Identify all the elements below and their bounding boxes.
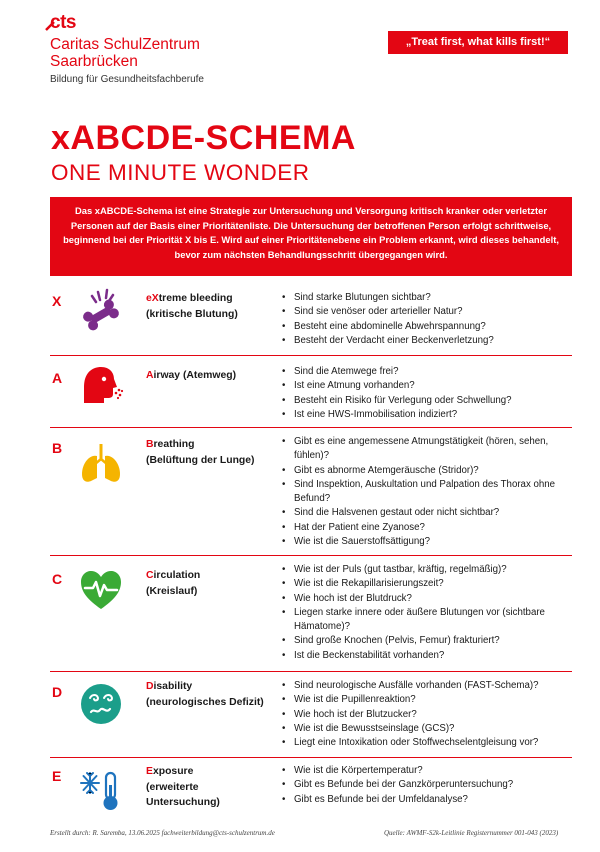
question-item: • Wie ist der Puls (gut tastbar, kräftig, regelmäßig)? [281,563,573,577]
question-item: • Sind sie venöser oder arterieller Natur? [281,305,573,319]
question-list [281,563,573,663]
question-item: • Gibt es Befunde bei der Ganzkörperuntersuchung? [281,778,573,792]
motto-badge: „Treat first, what kills first!“ [388,31,568,54]
question-item: • Wie hoch ist der Blutzucker? [281,708,573,722]
question-item: • Sind die Halsvenen gestaut oder nicht sichtbar? [281,506,573,520]
question-item: • Ist eine HWS-Immobilisation indiziert? [281,408,573,422]
question-item: • Sind Inspektion, Auskultation und Palpation des Thorax ohne Befund? [281,478,573,507]
row-label: eXtreme bleeding (kritische Blutung) [146,293,238,320]
question-item: • Ist die Beckenstabilität vorhanden? [281,649,573,663]
question-item: • Gibt es Befunde bei der Umfeldanalyse? [281,793,573,807]
row-letter: A [52,370,63,386]
row-label: Airway (Atemweg) [146,370,237,381]
row-label: Disability (neurologisches Defizit) [146,681,264,708]
intro-box: Das xABCDE-Schema ist eine Strategie zur Untersuchung und Versorgung kritisch kranker oder verletzter Personen auf der Basis einer Prioritätenliste. Die Untersuchung der betroffenen Person erfolgt schrittweise, beginnend bei der Priorität X bis E. Wird auf einer Prioritätenebene ein Problem erkannt, wird dieses behandelt, bevor zum nächsten Behandlungsschritt übergegangen wird. [50,197,572,276]
question-item: • Wie ist die Körpertemperatur? [281,764,573,778]
lungs-icon [78,441,124,487]
question-item: • Besteht der Verdacht einer Beckenverletzung? [281,334,573,348]
question-list [281,291,573,348]
question-list [281,764,573,807]
page-subtitle: ONE MINUTE WONDER [51,160,310,185]
row-label: Breathing (Belüftung der Lunge) [146,439,255,466]
row-letter: X [52,293,62,309]
question-item: • Liegen starke innere oder äußere Blutungen vor (sichtbare Hämatome)? [281,606,573,635]
question-list [281,435,573,549]
logo-tagline: Bildung für Gesundheitsfachberufe [50,74,204,85]
question-item: • Gibt es abnorme Atemgeräusche (Stridor)? [281,464,573,478]
question-item: • Sind neurologische Ausfälle vorhanden (FAST-Schema)? [281,679,573,693]
schema-row-e [50,759,572,817]
row-letter: C [52,571,63,587]
question-item: • Sind starke Blutungen sichtbar? [281,291,573,305]
question-item: • Ist eine Atmung vorhanden? [281,379,573,393]
logo-brand: cts [50,12,76,33]
question-item: • Liegt eine Intoxikation oder Stoffwechselentgleisung vor? [281,736,573,750]
question-item: • Sind die Atemwege frei? [281,365,573,379]
thermometer-snowflake-icon [78,767,124,813]
row-letter: E [52,768,62,784]
question-item: • Wie hoch ist der Blutdruck? [281,592,573,606]
schema-row-c [50,557,572,672]
row-letter: D [52,684,63,700]
question-item: • Hat der Patient eine Zyanose? [281,521,573,535]
question-list [281,365,573,422]
question-item: • Wie ist die Pupillenreaktion? [281,693,573,707]
question-item: • Wie ist die Bewusstseinslage (GCS)? [281,722,573,736]
row-label: Exposure (erweiterte Untersuchung) [146,766,220,808]
question-item: • Wie ist die Sauerstoffsättigung? [281,535,573,549]
page-title: xABCDE-SCHEMA [51,119,356,157]
schema-row-d [50,673,572,758]
footer-source: Quelle: AWMF-S2k-Leitlinie Registernummer 001-043 (2023) [384,829,559,837]
bleeding-bone-icon [78,287,124,333]
head-airway-icon [78,363,124,409]
question-item: • Wie ist die Rekapillarisierungszeit? [281,577,573,591]
schema-row-a [50,357,572,428]
logo-school-name: Caritas SchulZentrum [50,36,200,53]
question-list [281,679,573,750]
footer-author: Erstellt durch: R. Saremba, 13.06.2025 fachweiterbildung@cts-schulzentrum.de [50,829,275,837]
question-item: • Sind große Knochen (Pelvis, Femur) frakturiert? [281,634,573,648]
question-item: • Besteht ein Risiko für Verlegung oder Schwellung? [281,394,573,408]
schema-row-b [50,429,572,556]
logo-city: Saarbrücken [50,53,138,70]
row-letter: B [52,440,63,456]
schema-row-x [50,283,572,356]
row-label: Circulation (Kreislauf) [146,570,201,597]
question-item: • Besteht eine abdominelle Abwehrspannung? [281,320,573,334]
heart-pulse-icon [78,567,124,613]
question-item: • Gibt es eine angemessene Atmungstätigkeit (hören, sehen, fühlen)? [281,435,573,464]
dizzy-face-icon [78,681,124,727]
